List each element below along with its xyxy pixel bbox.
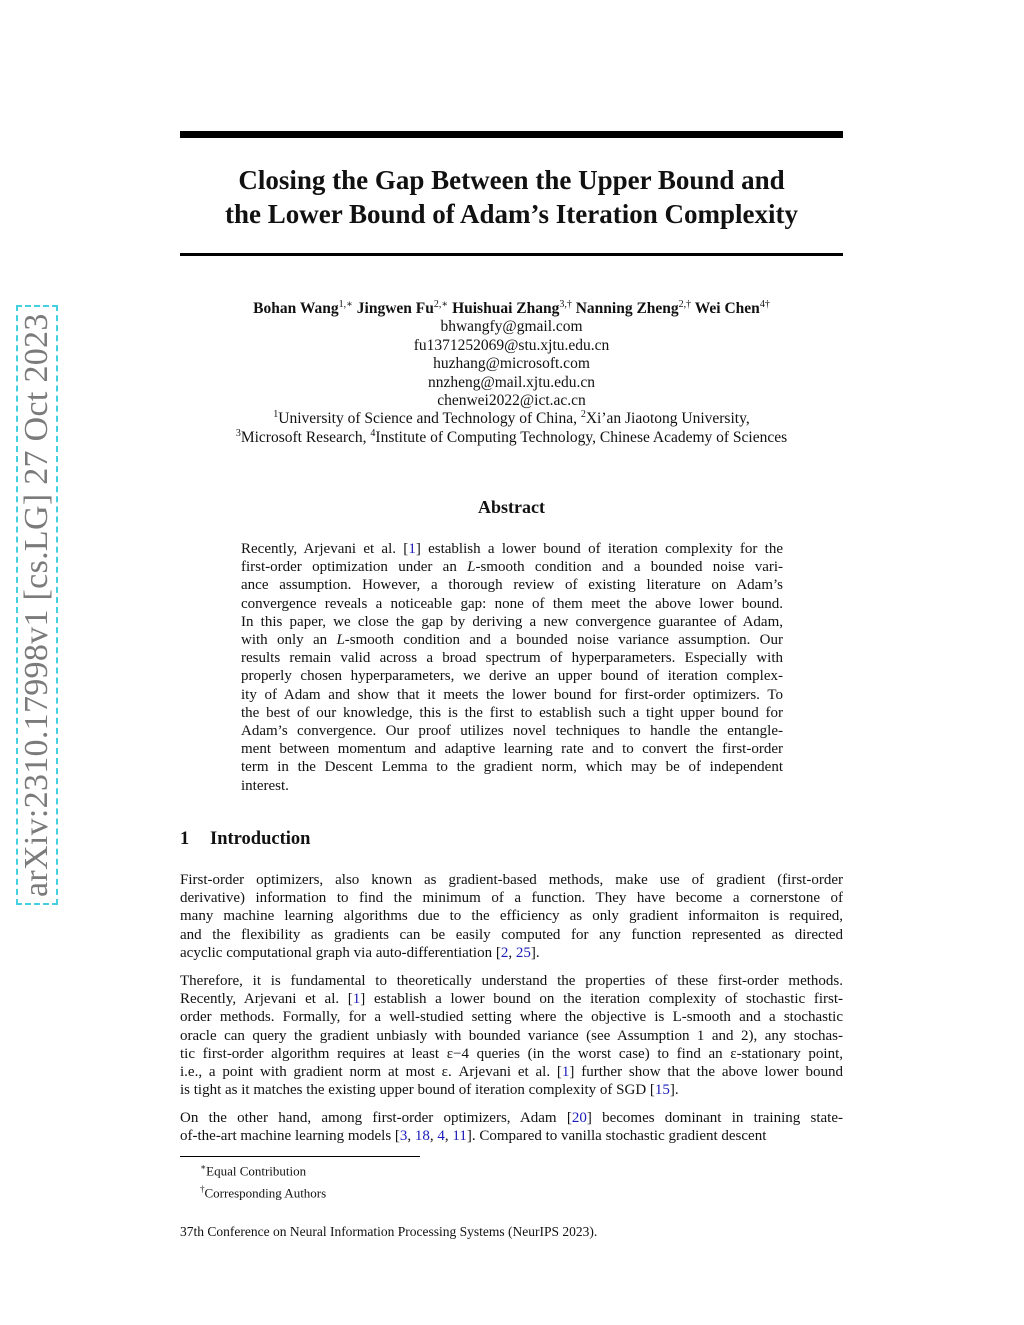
text-run: derivative) information to find the minimum of a function. They have become a cornerstone of [180, 890, 843, 907]
abstract-line [241, 722, 783, 740]
abstract-line [241, 540, 783, 558]
text-run: and the flexibility as gradients can be easily computed for any function represented as directed [180, 926, 843, 943]
text-run: ] [360, 991, 366, 1008]
author-email[interactable]: fu1371252069@stu.xjtu.edu.cn [413, 336, 610, 354]
abstract-line [241, 704, 783, 722]
title-rule-bottom [180, 253, 843, 256]
text-run: . [535, 944, 540, 961]
affiliation-sup: 1 [273, 409, 279, 421]
text-run: [ [347, 991, 353, 1008]
citation-link[interactable]: 25 [515, 944, 531, 961]
text-run: . [674, 1082, 679, 1099]
paragraph-line [180, 889, 843, 907]
footnote [180, 1158, 326, 1180]
paper-title [180, 163, 843, 231]
citation-link[interactable]: 15 [654, 1082, 670, 1099]
text-run: interest. [241, 777, 289, 794]
text-run: On the other hand, among first-order optimizers, Adam [180, 1110, 567, 1126]
text-run: convergence reveals a noticeable gap: none of them meet the above lower bound. [241, 595, 783, 612]
title-line: the Lower Bound of Adam’s Iteration Complexity [225, 199, 798, 229]
text-run: ] [530, 944, 536, 961]
text-run: [ [566, 1110, 572, 1126]
paragraph-line [180, 1109, 843, 1127]
citation-link[interactable]: 3 [399, 1128, 408, 1145]
author-block [180, 300, 843, 447]
text-run: Therefore, it is fundamental to theoretically understand the properties of these first-order methods. [180, 973, 843, 989]
author-names [180, 300, 843, 318]
paragraph-line [180, 1063, 843, 1081]
affiliation-sup: 3 [235, 427, 241, 439]
abstract-line [241, 667, 783, 685]
paragraph-line [180, 871, 843, 889]
affiliations-line-1 [180, 410, 843, 428]
section-heading [180, 829, 310, 850]
text-run: [ [649, 1082, 655, 1099]
citation-link[interactable]: 1 [408, 541, 416, 557]
text-run: acyclic computational graph via auto-differentiation [180, 944, 496, 961]
section-number: 1 [180, 829, 190, 849]
affiliation: Institute of Computing Technology, Chinese Academy of Sciences [375, 428, 788, 446]
paragraph-line [180, 1045, 843, 1063]
text-run: [ [556, 1064, 562, 1081]
text-run: [ [394, 1128, 400, 1145]
author-name: Nanning Zheng [575, 300, 679, 317]
text-run: ] [669, 1082, 675, 1099]
author-name: Wei Chen [694, 300, 760, 317]
text-run: i.e., a point with gradient norm at most ε. Arjevani et al. [180, 1064, 557, 1081]
paragraph-line [180, 990, 843, 1008]
text-run: , [429, 1128, 438, 1145]
abstract-line [241, 740, 783, 758]
text-run: oracle can query the gradient unbiasly with bounded variance (see Assumption 1 and 2), any stochas- [180, 1027, 843, 1044]
abstract-line [241, 595, 783, 613]
text-run: -smooth condition and a bounded noise variance assumption. Our [344, 632, 784, 649]
affiliation: Xi’an Jiaotong University, [585, 410, 750, 428]
text-run: of-the-art machine learning models [180, 1128, 395, 1145]
text-run: . Compared to vanilla stochastic gradient descent [471, 1128, 767, 1145]
intro-paragraph-2 [180, 972, 843, 1099]
paragraph-line [180, 907, 843, 925]
text-run: results remain valid across a broad spectrum of hyperparameters. Especially with [241, 650, 783, 667]
text-run: term in the Descent Lemma to the gradient norm, which may be of independent [241, 759, 783, 776]
author-email[interactable]: bhwangfy@gmail.com [440, 318, 583, 336]
footnote-text: Corresponding Authors [204, 1185, 327, 1201]
citation-link[interactable]: 20 [571, 1110, 587, 1126]
text-run: order methods. Formally, for a well-studied setting where the objective is L-smooth and a stochastic [180, 1009, 843, 1026]
arxiv-stamp[interactable]: arXiv:2310.17998v1 [cs.LG] 27 Oct 2023 [16, 305, 58, 905]
citation-link[interactable]: 4 [437, 1128, 445, 1145]
text-run: becomes dominant in training state- [591, 1110, 843, 1126]
text-run: ] establish a lower bound of iteration complexity for the [415, 541, 784, 557]
abstract-heading: Abstract [478, 497, 545, 517]
text-run: tic first-order algorithm requires at least ε−4 queries (in the worst case) to find an ε-stationary point, [180, 1045, 843, 1062]
paragraph-line [180, 972, 843, 990]
text-run: Recently, Arjevani et al. [ [241, 541, 409, 557]
abstract-line [241, 631, 783, 649]
text-run: the best of our knowledge, this is the first to establish such a tight upper bound for [241, 704, 783, 721]
text-run: ment between momentum and adaptive learning rate and to convert the first-order [241, 741, 783, 758]
paragraph-line [180, 1127, 843, 1145]
text-run: Recently, Arjevani et al. [180, 991, 348, 1008]
text-run: ] [466, 1128, 472, 1145]
text-run: ity of Adam and show that it meets the lower bound for first-order optimizers. To [241, 686, 783, 703]
text-run: ] [586, 1110, 592, 1126]
abstract-line [241, 649, 783, 667]
author-sup: 2,∗ [433, 298, 449, 310]
affiliation: Microsoft Research, [240, 428, 371, 446]
footnote-text: Equal Contribution [206, 1163, 307, 1179]
footnote [180, 1180, 326, 1202]
author-sup: 3,† [559, 298, 572, 310]
text-run: many machine learning algorithms due to the efficiency as only gradient informaiton is required, [180, 908, 843, 925]
abstract-line [241, 777, 783, 795]
footnote-mark: ∗ [200, 1162, 207, 1172]
title-line: Closing the Gap Between the Upper Bound and [238, 165, 785, 195]
paragraph-line [180, 1081, 843, 1099]
abstract-line [241, 576, 783, 594]
paragraph-line [180, 1027, 843, 1045]
citation-link[interactable]: 18 [414, 1128, 430, 1145]
text-run: further show that the above lower bound [574, 1064, 843, 1081]
abstract-body [241, 540, 783, 795]
affiliation-sup: 2 [580, 409, 586, 421]
math-symbol: L [336, 632, 345, 649]
text-run: , [508, 944, 516, 961]
author-sup: 4† [759, 298, 770, 310]
text-run: In this paper, we close the gap by deriving a new convergence guarantee of Adam, [241, 613, 783, 630]
paragraph-line [180, 944, 843, 962]
text-run: first-order optimization under an [241, 559, 468, 576]
text-run: with only an [241, 632, 337, 649]
author-email[interactable]: nnzheng@mail.xjtu.edu.cn [427, 373, 596, 391]
abstract-line [241, 613, 783, 631]
author-name: Huishuai Zhang [452, 300, 560, 317]
affiliation: University of Science and Technology of China, [278, 410, 581, 428]
paragraph-line [180, 926, 843, 944]
text-run: establish a lower bound on the iteration complexity of stochastic first- [365, 991, 843, 1008]
footnote-mark: † [200, 1184, 205, 1195]
text-run: Adam’s convergence. Our proof utilizes novel techniques to handle the entangle- [241, 723, 783, 740]
text-run: , [444, 1128, 453, 1145]
author-email[interactable]: chenwei2022@ict.ac.cn [437, 392, 586, 410]
text-run: is tight as it matches the existing upper bound of iteration complexity of SGD [180, 1082, 650, 1099]
citation-link[interactable]: 2 [500, 944, 509, 961]
affiliations-line-2 [180, 429, 843, 447]
abstract-line [241, 686, 783, 704]
section-title: Introduction [210, 829, 311, 849]
footnotes [180, 1158, 326, 1203]
paragraph-line [180, 1008, 843, 1026]
author-name: Jingwen Fu [356, 300, 434, 317]
author-sup: 2,† [678, 298, 692, 310]
citation-link[interactable]: 1 [561, 1064, 570, 1081]
citation-link[interactable]: 11 [452, 1128, 467, 1145]
text-run: [ [495, 944, 501, 961]
citation-link[interactable]: 1 [352, 991, 361, 1008]
text-run: , [407, 1128, 415, 1145]
text-run: properly chosen hyperparameters, we derive an upper bound of iteration complex- [241, 668, 783, 685]
abstract-line [241, 558, 783, 576]
text-run: ] [569, 1064, 575, 1081]
affiliation-sup: 4 [370, 427, 376, 439]
author-name: Bohan Wang [253, 300, 339, 317]
title-rule-top [180, 131, 843, 138]
text-run: -smooth condition and a bounded noise vari- [475, 559, 784, 576]
text-run: First-order optimizers, also known as gradient-based methods, make use of gradient (first-order [180, 872, 843, 888]
intro-paragraph-1 [180, 871, 843, 962]
math-symbol: L [467, 559, 476, 576]
author-email[interactable]: huzhang@microsoft.com [433, 355, 590, 373]
author-sup: 1,∗ [338, 298, 353, 310]
footnote-rule [180, 1156, 420, 1157]
venue-note: 37th Conference on Neural Information Processing Systems (NeurIPS 2023). [180, 1224, 598, 1239]
abstract-line [241, 758, 783, 776]
intro-paragraph-3 [180, 1109, 843, 1145]
text-run: ance assumption. However, a thorough review of existing literature on Adam’s [241, 577, 783, 594]
